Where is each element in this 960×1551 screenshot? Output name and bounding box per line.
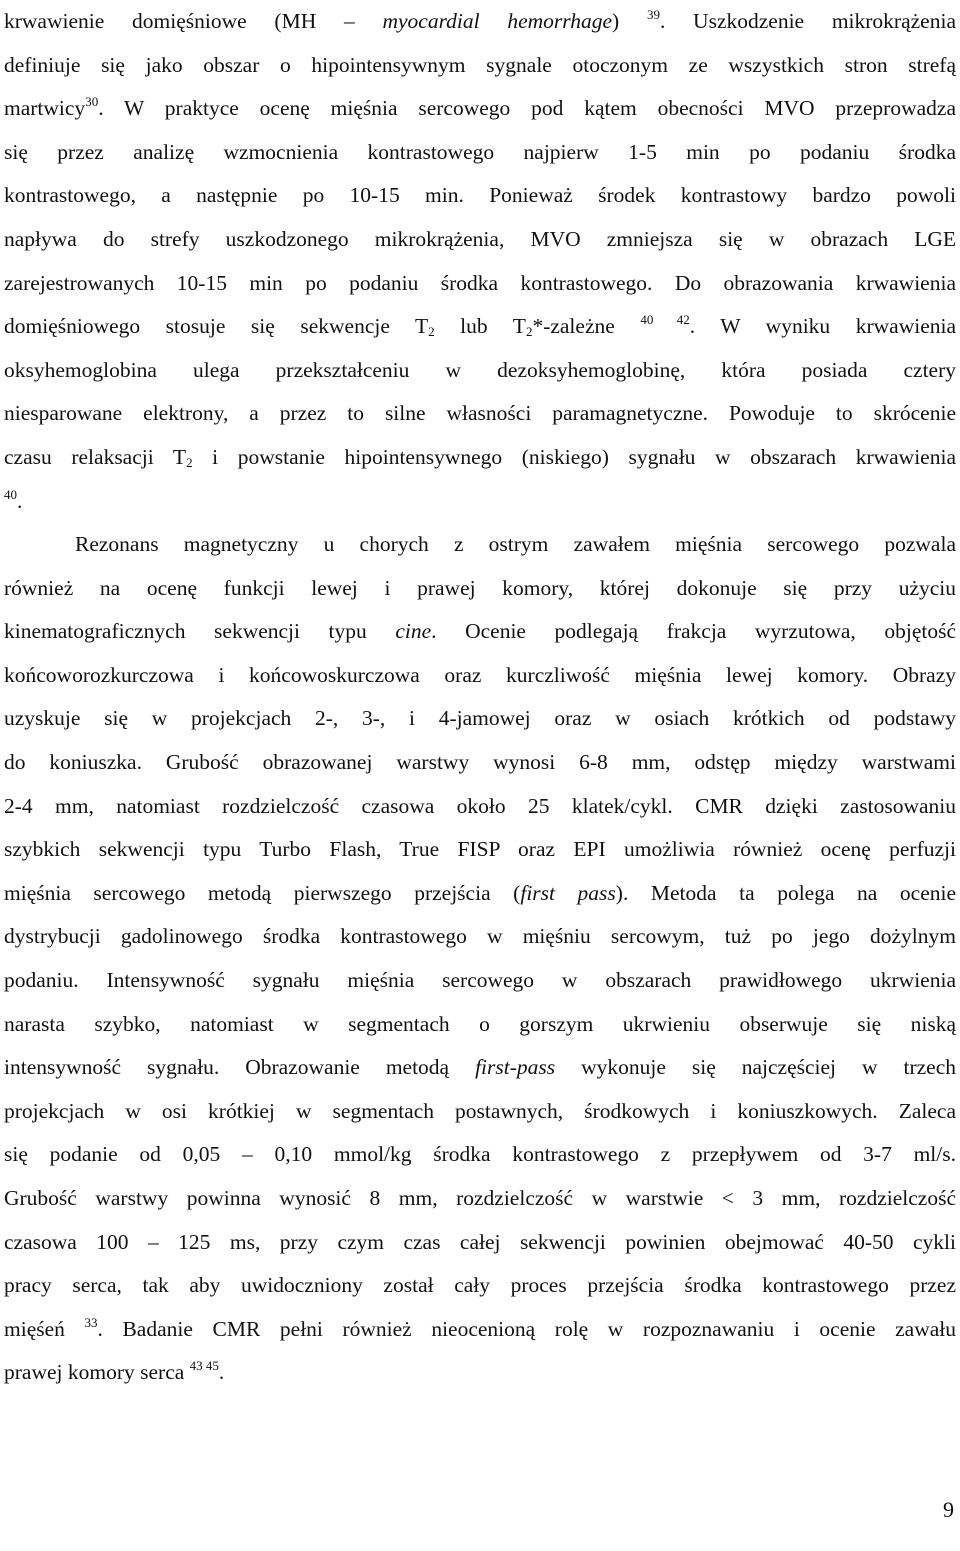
text-line: czasowa 100 – 125 ms, przy czym czas całej sekwencji powinien obejmować 40-50 cykli [4,1229,956,1254]
text-line: domięśniowego stosuje się sekwencje $T_2$ lub $T_2*$-zależne $^{40 42}$. W wyniku krwawienia [4,312,956,340]
text-line: końcoworozkurczowa i końcowoskurczowa oraz kurczliwość mięśnia lewej komory. Obrazy [4,662,956,687]
text-line: kontrastowego, a następnie po 10-15 min. Ponieważ środek kontrastowy bardzo powoli [4,183,956,208]
text-line: martwicy$^{30}$. W praktyce ocenę mięśnia sercowego pod kątem obecności MVO przeprowadza [4,94,956,121]
paragraph-1 [4,0,956,523]
text-line: $^{40}$. [4,486,23,513]
citation: 40 [4,486,17,502]
citation: 33 [84,1314,98,1330]
text-line: uzyskuje się w projekcjach 2-, 3-, i 4-jamowej oraz w osiach krótkich od podstawy [4,706,956,731]
citation: 40 42 [640,312,690,328]
text-line: podaniu. Intensywność sygnału mięśnia sercowego w obszarach prawidłowego ukrwienia [4,967,956,992]
text-line: niesparowane elektrony, a przez to silne własności paramagnetyczne. Powoduje to skrócenie [4,401,956,426]
text-line: kinematograficznych sekwencji typu cine. Ocenie podlegają frakcja wyrzutowa, objętość [4,619,956,644]
text-line: intensywność sygnału. Obrazowanie metodą first-pass wykonuje się najczęściej w trzech [4,1055,956,1080]
text-line: zarejestrowanych 10-15 min po podaniu środka kontrastowego. Do obrazowania krwawienia [4,270,956,295]
text-line: Rezonans magnetyczny u chorych z ostrym zawałem mięśnia sercowego pozwala [75,532,956,556]
text-line: do koniuszka. Grubość obrazowanej warstwy wynosi 6-8 mm, odstęp między warstwami [4,749,956,774]
text-line: się podanie od 0,05 – 0,10 mmol/kg środka kontrastowego z przepływem od 3-7 ml/s. [4,1142,956,1167]
text-line: prawej komory serca $^{43 45}$. [4,1358,225,1385]
text-line: również na ocenę funkcji lewej i prawej komory, której dokonuje się przy użyciu [4,575,956,600]
text-line: dystrybucji gadolinowego środka kontrastowego w mięśniu sercowym, tuż po jego dożylnym [4,924,956,949]
text-line: się przez analizę wzmocnienia kontrastowego najpierw 1-5 min po podaniu środka [4,139,956,164]
text-line: mięśeń $^{33}$. Badanie CMR pełni również nieocenioną rolę w rozpoznawaniu i ocenie zawału [4,1314,956,1341]
text-line: napływa do strefy uszkodzonego mikrokrążenia, MVO zmniejsza się w obrazach LGE [4,226,956,251]
text-line: szybkich sekwencji typu Turbo Flash, True FISP oraz EPI umożliwia również ocenę perfuzji [4,837,956,862]
citation: 39 [646,7,660,22]
text-line: pracy serca, tak aby uwidoczniony został cały proces przejścia środka kontrastowego przez [4,1273,956,1298]
citation: 30 [85,94,99,110]
text-line: mięśnia sercowego metodą pierwszego przejścia (first pass). Metoda ta polega na ocenie [4,880,957,905]
text-line: oksyhemoglobina ulega przekształceniu w dezoksyhemoglobinę, która posiada cztery [4,357,956,382]
text-line: czasu relaksacji $T_2$ i powstanie hipointensywnego (niskiego) sygnału w obszarach krwawienia [4,444,956,470]
paragraph-2 [4,523,956,1395]
text-line: definiuje się jako obszar o hipointensywnym sygnale otoczonym ze wszystkich stron strefą [4,52,956,77]
text-line: projekcjach w osi krótkiej w segmentach postawnych, środkowych i koniuszkowych. Zaleca [4,1098,956,1123]
text-line: Grubość warstwy powinna wynosić 8 mm, rozdzielczość w warstwie < 3 mm, rozdzielczość [4,1185,956,1210]
page-number: 9 [943,1497,954,1522]
citation: 43 45 [189,1358,219,1374]
text-line: narasta szybko, natomiast w segmentach o gorszym ukrwieniu obserwuje się niską [4,1011,956,1036]
text-line: krwawienie domięśniowe (MH – myocardial hemorrhage) $^{39}$. Uszkodzenie mikrokrążenia [4,7,956,33]
text-line: 2-4 mm, natomiast rozdzielczość czasowa około 25 klatek/cykl. CMR dzięki zastosowaniu [4,793,956,818]
